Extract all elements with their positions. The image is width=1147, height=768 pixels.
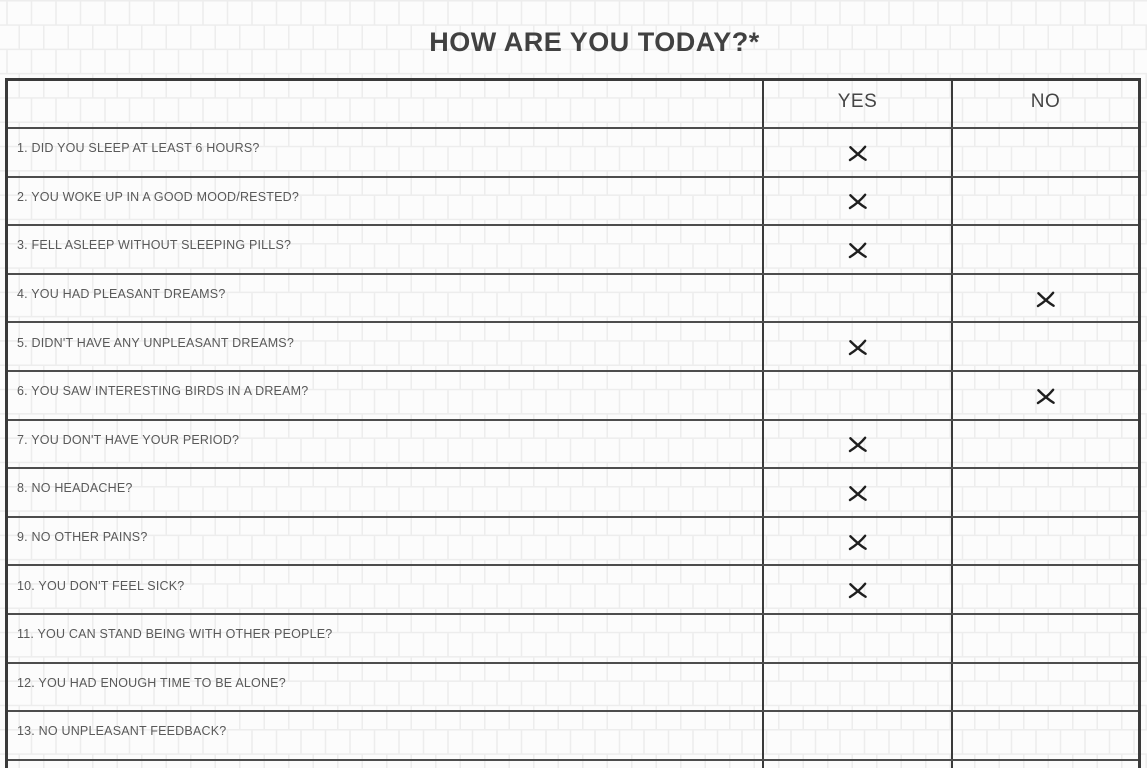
x-mark-icon [847,534,869,551]
table-row [8,224,1138,273]
table-row [8,710,1138,759]
yes-cell[interactable] [762,712,951,759]
x-mark-icon [847,436,869,453]
header-row [8,81,1138,127]
no-header-label: NO [1030,91,1061,112]
question-label: 5. DIDN'T HAVE ANY UNPLEASANT DREAMS? [17,335,294,350]
no-cell[interactable] [951,761,1138,768]
x-mark-icon [847,145,869,162]
question-cell [8,178,762,225]
question-label [8,757,762,768]
table-row [8,759,1138,768]
question-cell [8,664,762,711]
question-label: 2. YOU WOKE UP IN A GOOD MOOD/RESTED? [17,189,299,204]
yes-cell[interactable] [762,226,951,273]
question-cell [8,129,762,176]
table-row [8,516,1138,565]
table-row [8,564,1138,613]
table-row [8,419,1138,468]
no-cell[interactable] [951,275,1138,322]
no-cell[interactable] [951,518,1138,565]
yes-cell[interactable] [762,664,951,711]
table-row [8,467,1138,516]
table-row [8,613,1138,662]
yes-cell[interactable] [762,178,951,225]
x-mark-icon [847,582,869,599]
x-mark-icon [847,485,869,502]
no-cell[interactable] [951,226,1138,273]
no-cell[interactable] [951,469,1138,516]
x-mark-icon [1035,291,1057,308]
yes-cell[interactable] [762,518,951,565]
question-label: 6. YOU SAW INTERESTING BIRDS IN A DREAM? [17,384,309,399]
yes-cell[interactable] [762,761,951,768]
question-label: 8. NO HEADACHE? [17,481,133,496]
question-cell [8,421,762,468]
no-cell[interactable] [951,129,1138,176]
yes-cell[interactable] [762,129,951,176]
question-cell [8,761,762,768]
yes-cell[interactable] [762,421,951,468]
question-rows [8,127,1138,768]
table-row [8,321,1138,370]
no-cell[interactable] [951,421,1138,468]
yes-header-label: YES [837,91,878,112]
page-title: HOW ARE YOU TODAY?* [429,27,760,57]
question-label: 1. DID YOU SLEEP AT LEAST 6 HOURS? [17,141,260,156]
no-cell[interactable] [951,178,1138,225]
x-mark-icon [847,242,869,259]
no-cell[interactable] [951,664,1138,711]
table-row [8,662,1138,711]
question-cell [8,566,762,613]
yes-cell[interactable] [762,275,951,322]
yes-cell[interactable] [762,615,951,662]
question-cell [8,323,762,370]
no-column-header [951,81,1138,127]
yes-cell[interactable] [762,323,951,370]
x-mark-icon [847,339,869,356]
yes-column-header [762,81,951,127]
question-label: 4. YOU HAD PLEASANT DREAMS? [17,287,226,302]
no-cell[interactable] [951,712,1138,759]
question-label: 7. YOU DON'T HAVE YOUR PERIOD? [17,432,240,447]
question-cell [8,469,762,516]
no-cell[interactable] [951,323,1138,370]
table-row [8,370,1138,419]
yes-cell[interactable] [762,469,951,516]
table-row [8,273,1138,322]
question-label: 9. NO OTHER PAINS? [17,530,148,545]
question-label: 10. YOU DON'T FEEL SICK? [17,578,185,593]
question-cell [8,712,762,759]
table-row [8,127,1138,176]
question-label: 11. YOU CAN STAND BEING WITH OTHER PEOPLE? [17,627,333,642]
answers-table [5,78,1141,768]
question-label: 3. FELL ASLEEP WITHOUT SLEEPING PILLS? [17,238,292,253]
x-mark-icon [1035,388,1057,405]
question-label: 12. YOU HAD ENOUGH TIME TO BE ALONE? [17,675,286,690]
question-cell [8,615,762,662]
question-label: 13. NO UNPLEASANT FEEDBACK? [17,724,227,739]
x-mark-icon [847,193,869,210]
question-cell [8,226,762,273]
no-cell[interactable] [951,566,1138,613]
question-cell [8,372,762,419]
table-row [8,176,1138,225]
yes-cell[interactable] [762,566,951,613]
yes-cell[interactable] [762,372,951,419]
header-question-spacer [8,81,762,127]
question-cell [8,518,762,565]
no-cell[interactable] [951,615,1138,662]
question-cell [8,275,762,322]
no-cell[interactable] [951,372,1138,419]
